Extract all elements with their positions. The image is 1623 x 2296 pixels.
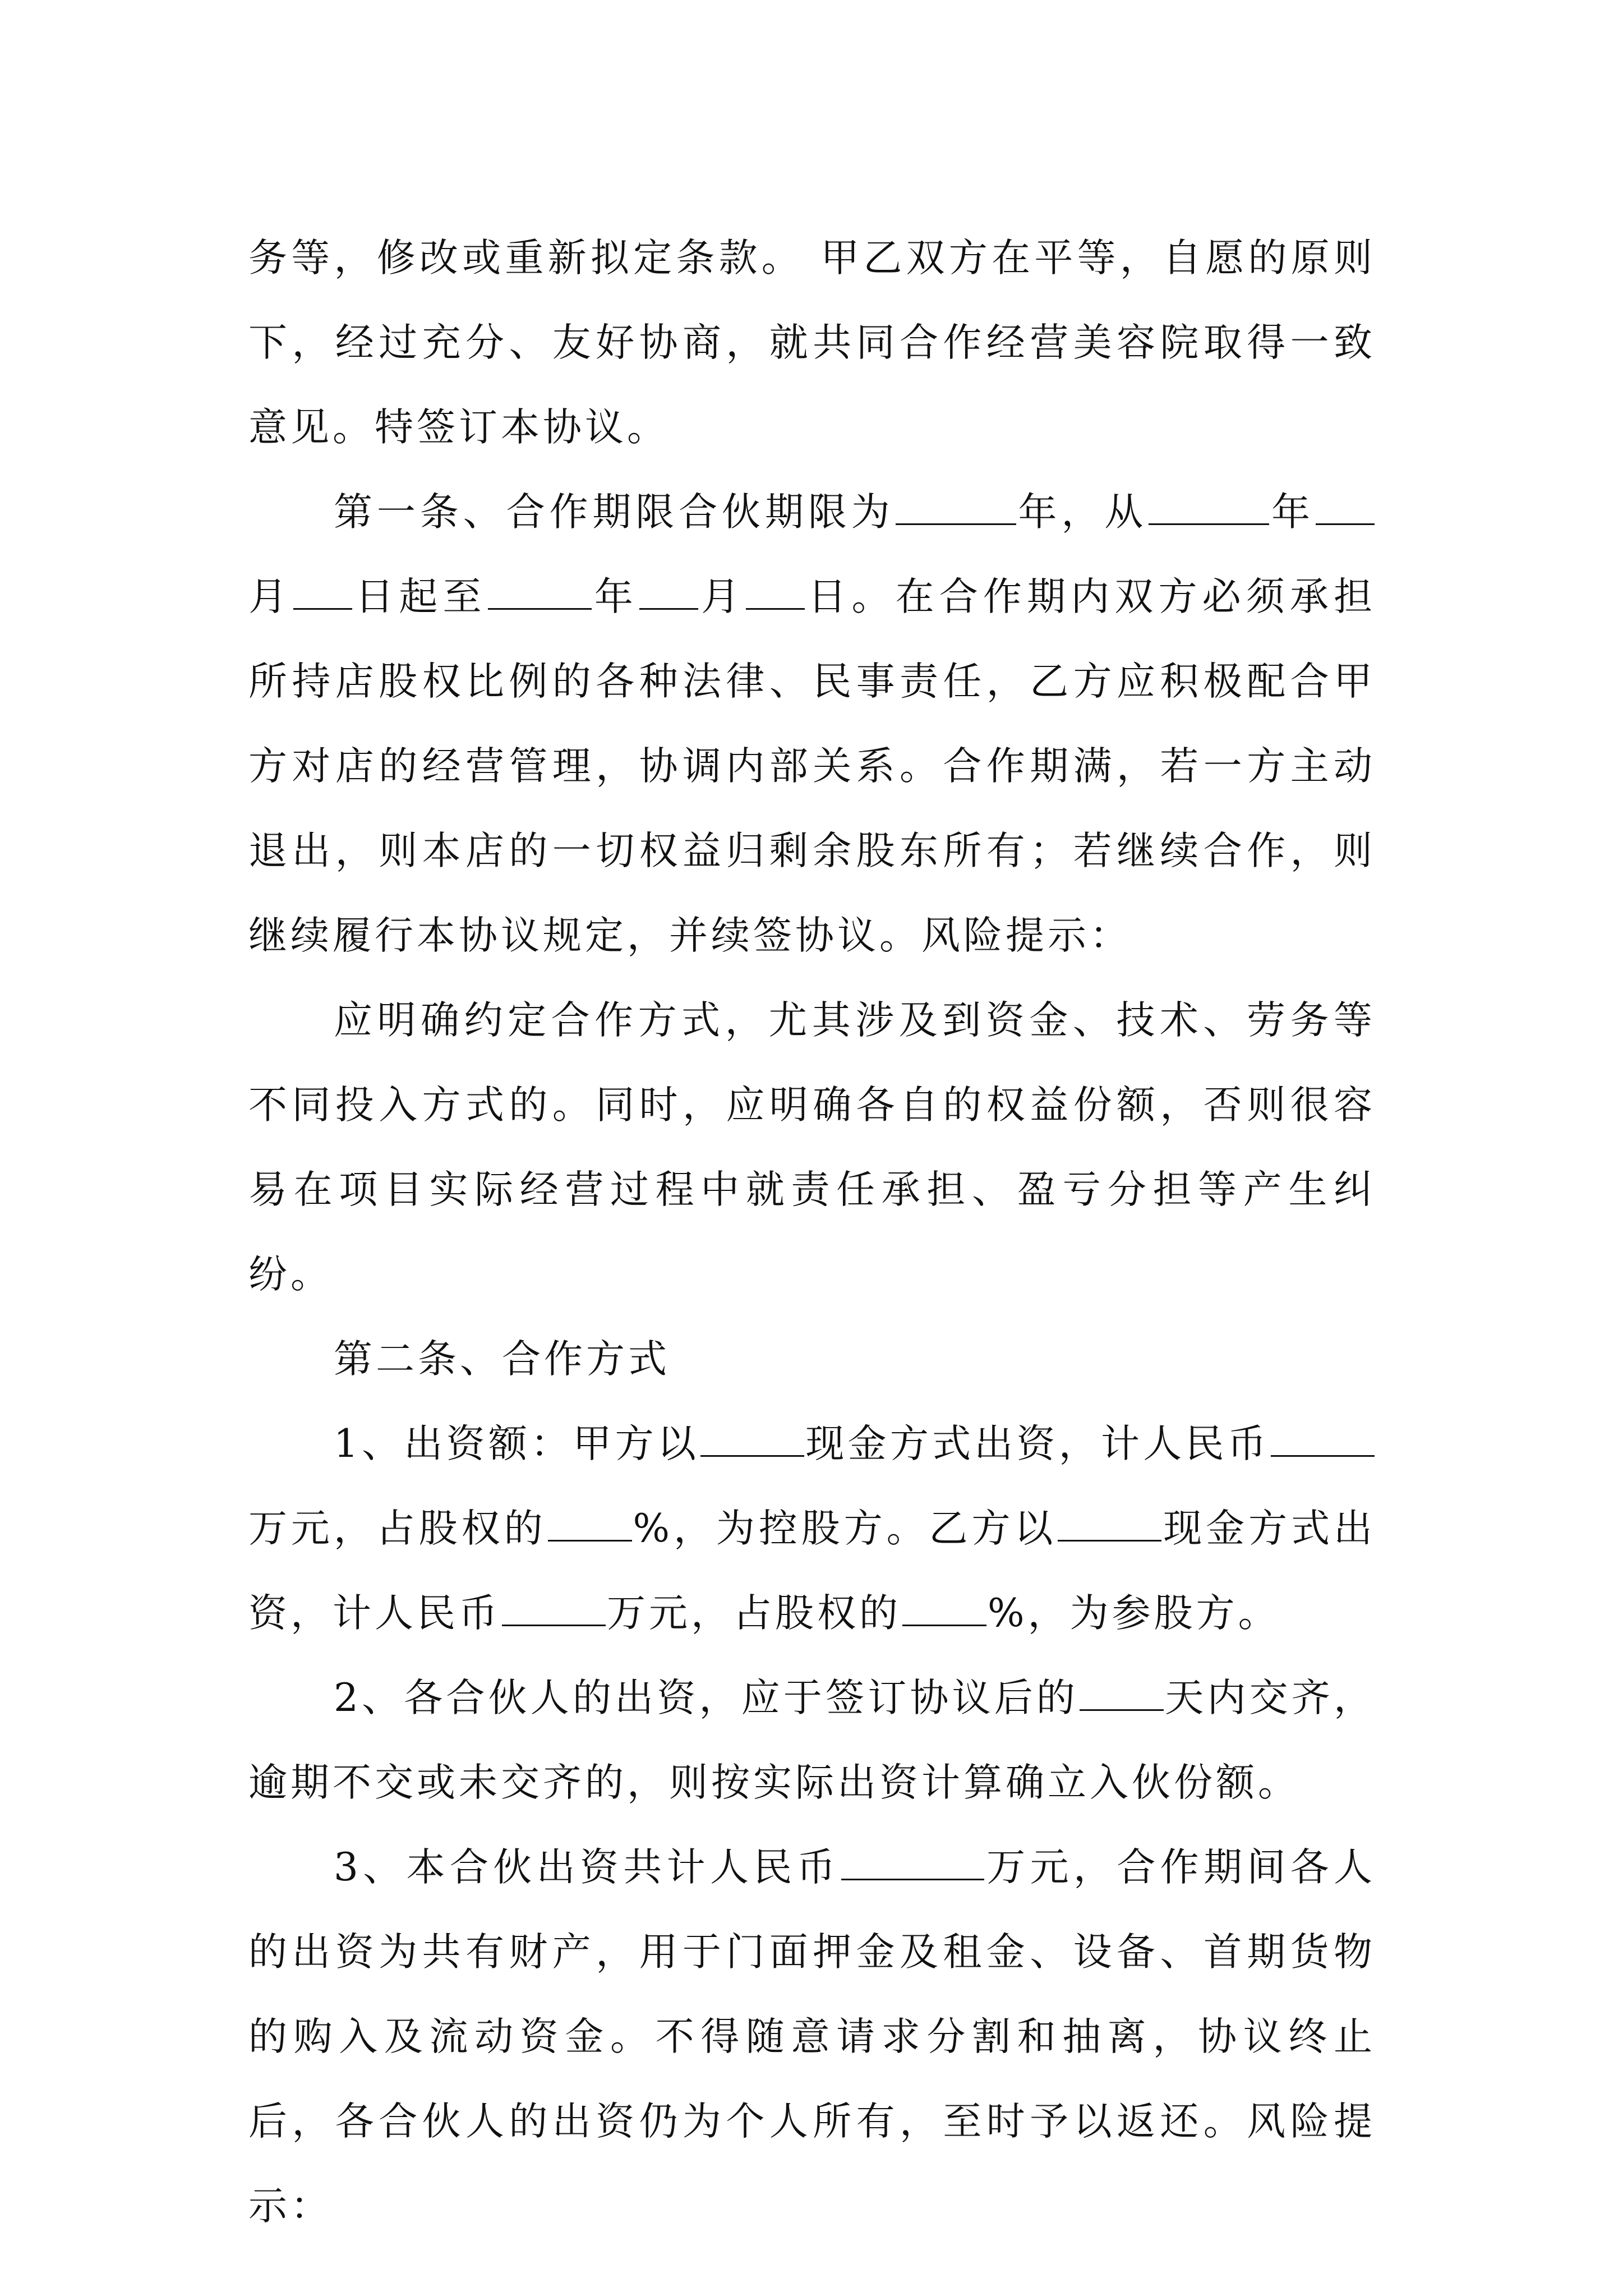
text-fragment: 天内交齐，逾期不交或未交齐的，则按实际出资计算确立入伙份额。 <box>248 1676 1376 1805</box>
text-fragment: 万元，占股权的 <box>607 1591 901 1636</box>
text-fragment: 现金方式出资，计人民币 <box>248 1506 1376 1636</box>
blank-line <box>502 1590 606 1626</box>
blank-line <box>896 489 1016 525</box>
blank-line <box>1149 489 1269 525</box>
blank-line <box>1271 1420 1375 1457</box>
paragraph-article-1-term <box>248 470 1376 978</box>
text-fragment: 日。在合作期内双方必须承担所持店股权比例的各种法律、民事责任，乙方应积极配合甲方对店的经营管理，协调内部关系。合作期满，若一方主动退出，则本店的一切权益归剩余股东所有；若继续合作，则继续履行本协议规定，并续签协议。风险提示： <box>248 574 1376 958</box>
blank-line <box>488 573 592 610</box>
document-body <box>248 216 1376 2249</box>
text-fragment: 年 <box>592 574 638 619</box>
text-fragment: 日起至 <box>353 574 487 619</box>
text-fragment: 第一条、合作期限合伙期限为 <box>334 490 895 535</box>
blank-line <box>548 1505 632 1542</box>
blank-line <box>841 1844 984 1880</box>
blank-line <box>1058 1505 1161 1542</box>
text-fragment: 年 <box>1270 490 1315 535</box>
paragraph-risk-note-1 <box>248 978 1376 1317</box>
paragraph-capital-contribution <box>248 1402 1376 1656</box>
paragraph-intro-continuation <box>248 216 1376 470</box>
text-fragment: 万元，合作期间各人的出资为共有财产，用于门面押金及租金、设备、首期货物的购入及流动资金。不得随意请求分割和抽离，协议终止后，各合伙人的出资仍为个人所有，至时予以返还。风险提示： <box>248 1845 1376 2229</box>
blank-line <box>1316 489 1375 525</box>
blank-line <box>902 1590 986 1626</box>
paragraph-text: 应明确约定合作方式，尤其涉及到资金、技术、劳务等不同投入方式的。同时，应明确各自的权益份额，否则很容易在项目实际经营过程中就责任承担、盈亏分担等产生纠纷。 <box>248 998 1376 1297</box>
blank-line <box>293 573 352 610</box>
text-fragment: %，为控股方。乙方以 <box>633 1506 1057 1551</box>
text-fragment: 现金方式出资，计人民币 <box>805 1421 1270 1466</box>
paragraph-total-contribution <box>248 1825 1376 2249</box>
text-fragment: 月 <box>699 574 745 619</box>
blank-line <box>746 573 805 610</box>
blank-line <box>1080 1674 1164 1711</box>
heading-article-2 <box>248 1317 1376 1402</box>
blank-line <box>639 573 698 610</box>
text-fragment: 年，从 <box>1017 490 1148 535</box>
text-fragment: 万元，占股权的 <box>248 1506 547 1551</box>
text-fragment: %，为参股方。 <box>988 1591 1280 1636</box>
text-fragment: 月 <box>248 574 293 619</box>
heading-text: 第二条、合作方式 <box>334 1337 670 1382</box>
paragraph-text: 务等，修改或重新拟定条款。 甲乙双方在平等，自愿的原则下，经过充分、友好协商，就共同合作经营美容院取得一致意见。特签订本协议。 <box>248 236 1376 450</box>
blank-line <box>700 1420 804 1457</box>
paragraph-contribution-deadline <box>248 1656 1376 1825</box>
text-fragment: 3、本合伙出资共计人民币 <box>334 1845 840 1890</box>
text-fragment: 1、出资额：甲方以 <box>334 1421 700 1466</box>
text-fragment: 2、各合伙人的出资，应于签订协议后的 <box>334 1676 1079 1720</box>
